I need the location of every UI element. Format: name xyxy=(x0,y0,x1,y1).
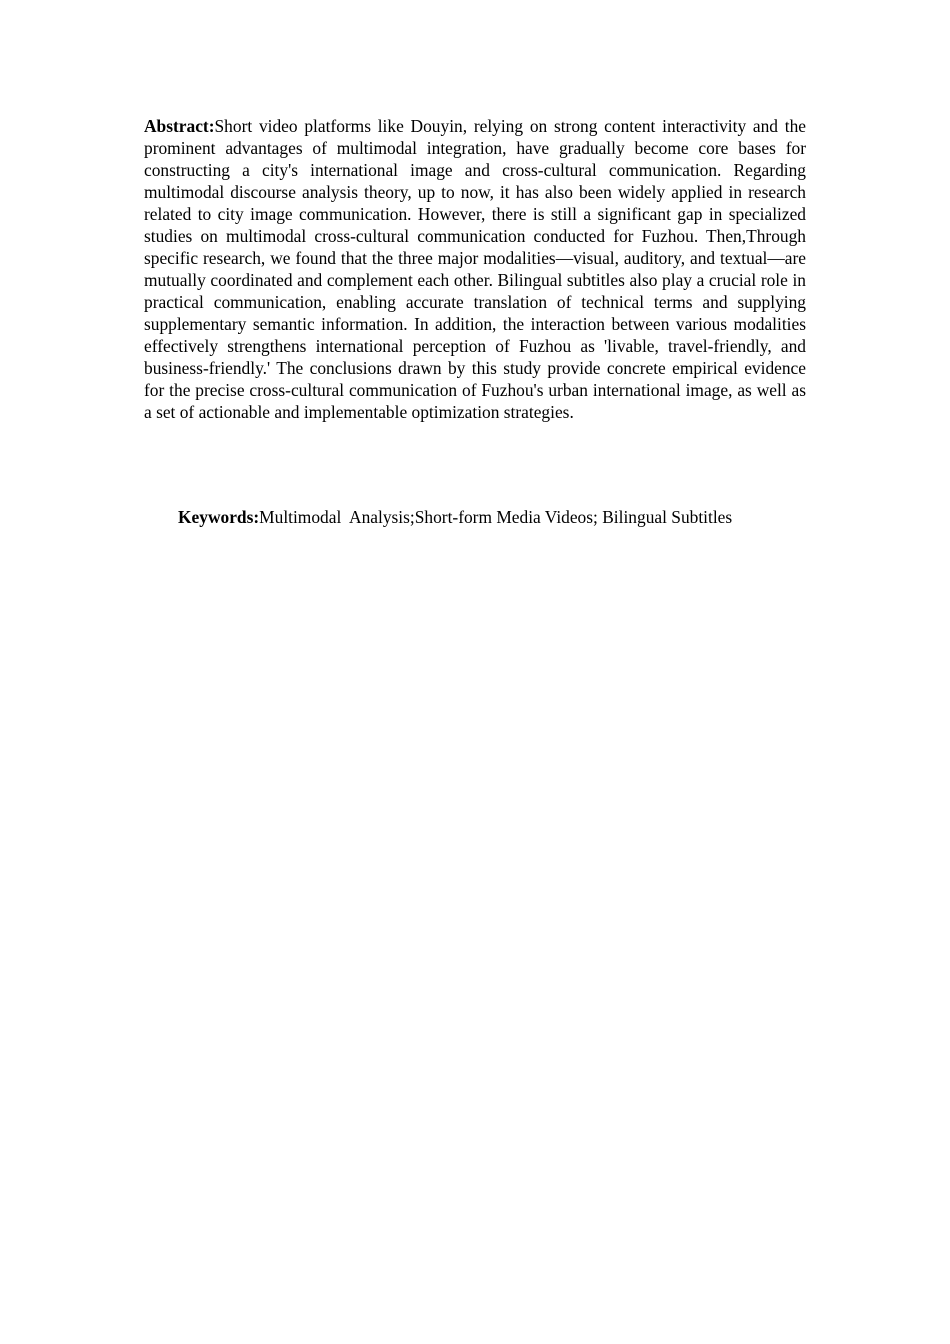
keywords-label: Keywords: xyxy=(178,507,260,527)
abstract-label: Abstract: xyxy=(144,116,215,136)
keywords-line xyxy=(178,506,878,528)
abstract-text: Short video platforms like Douyin, relying on strong content interactivity and the prominent advantages of multimodal integration, have gradually become core bases for constructing a city's international image and cross-cultural communication. Regarding multimodal discourse analysis theory, up to now, it has also been widely applied in research related to city image communication. However, there is still a significant gap in specialized studies on multimodal cross-cultural communication conducted for Fuzhou. Then,Through specific research, we found that the three major modalities—visual, auditory, and textual—are mutually coordinated and complement each other. Bilingual subtitles also play a crucial role in practical communication, enabling accurate translation of technical terms and supplying supplementary semantic information. In addition, the interaction between various modalities effectively strengthens international perception of Fuzhou as 'livable, travel-friendly, and business-friendly.' The conclusions drawn by this study provide concrete empirical evidence for the precise cross-cultural communication of Fuzhou's urban international image, as well as a set of actionable and implementable optimization strategies. xyxy=(144,116,806,422)
keywords-text: Multimodal Analysis;Short-form Media Videos; Bilingual Subtitles xyxy=(259,507,733,527)
abstract-paragraph xyxy=(144,115,806,423)
